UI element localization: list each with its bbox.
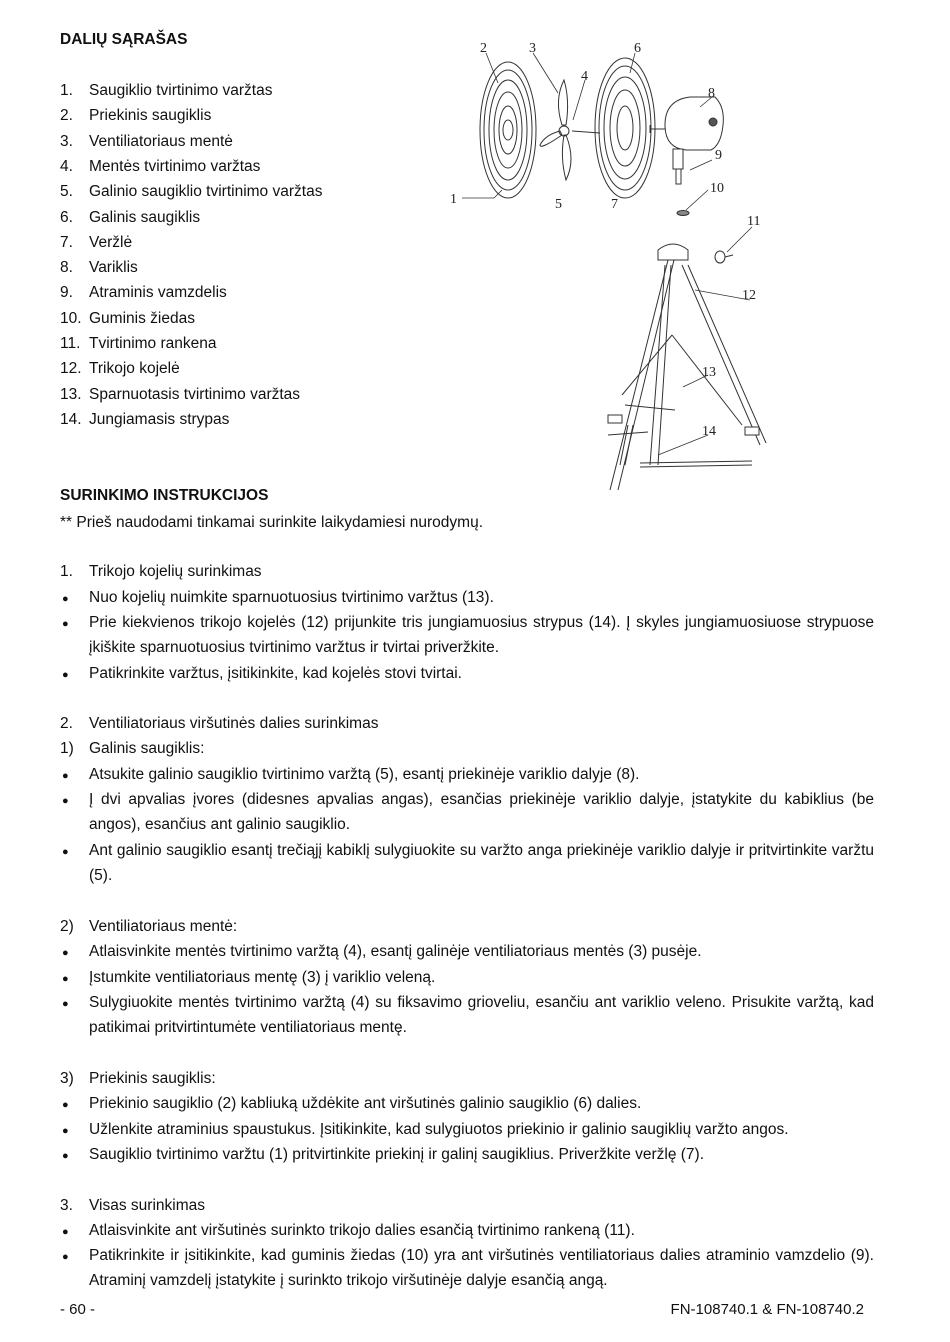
rear-guard-drawing [595, 58, 655, 198]
instruction-text: Atlaisvinkite mentės tvirtinimo varžtą (4), esantį galinėje ventiliatoriaus mentės (3) pusėje. [89, 943, 702, 960]
part-number: 14. [60, 410, 82, 428]
part-label: Galinio saugiklio tvirtinimo varžtas [89, 183, 323, 201]
fan-exploded-diagram [440, 35, 775, 505]
instruction-text: Atsukite galinio saugiklio tvirtinimo varžtą (5), esantį priekinėje variklio dalyje (8). [89, 766, 640, 783]
diagram-label-3: 3 [529, 41, 536, 56]
instruction-text: Užlenkite atraminius spaustukus. Įsitikinkite, kad sulygiuotos priekinio ir galinio saugiklių varžto angos. [89, 1121, 789, 1138]
motor-drawing [650, 97, 723, 184]
bullet: ● [62, 1125, 69, 1137]
step-title: Visas surinkimas [89, 1197, 206, 1214]
bullet: ● [62, 618, 69, 630]
substep-title: Ventiliatoriaus mentė: [89, 918, 238, 935]
diagram-label-1: 1 [450, 192, 457, 207]
substep-title: Priekinis saugiklis: [89, 1070, 216, 1087]
instruction-text: Patikrinkite varžtus, įsitikinkite, kad kojelės stovi tvirtai. [89, 665, 462, 682]
part-label: Jungiamasis strypas [89, 410, 230, 428]
diagram-label-4: 4 [581, 69, 588, 84]
diagram-label-2: 2 [480, 41, 487, 56]
instruction-text: Sulygiuokite mentės tvirtinimo varžtą (4) su fiksavimo grioveliu, esančiu ant variklio veleno. Prisukite varžtą, kad patikimai pritvirtintumėte ventiliatoriaus mentę. [89, 994, 874, 1037]
part-label: Variklis [89, 259, 138, 277]
part-number: 9. [60, 284, 73, 302]
instruction-text: Įstumkite ventiliatoriaus mentę (3) į variklio veleną. [89, 969, 436, 986]
part-label: Veržlė [89, 233, 133, 251]
part-number: 13. [60, 385, 82, 403]
bullet: ● [62, 770, 69, 782]
diagram-label-10: 10 [710, 181, 724, 196]
part-number: 10. [60, 309, 82, 327]
model-number: FN-108740.1 & FN-108740.2 [670, 1301, 864, 1318]
instruction-text: Saugiklio tvirtinimo varžtu (1) pritvirtinkite priekinį ir galinį saugiklius. Priveržkite veržlę (7). [89, 1146, 705, 1163]
parts-heading: DALIŲ SĄRAŠAS [60, 31, 188, 48]
step-title: Trikojo kojelių surinkimas [89, 563, 262, 580]
instruction-text: Prie kiekvienos trikojo kojelės (12) prijunkite tris jungiamuosius strypus (14). Į skyles jungiamuosiuose strypuose įkiškite sparnuotuosius tvirtinimo varžtus ir tvirtai priveržkite. [89, 614, 874, 657]
part-number: 11. [60, 335, 81, 352]
instruction-text: Į dvi apvalias įvores (didesnes apvalias angas), esančias priekinėje variklio dalyje, įstatykite du kabiklius (be angos), esančius ant galinio saugiklio. [89, 791, 874, 834]
bullet: ● [62, 846, 69, 858]
part-label: Ventiliatoriaus mentė [89, 132, 233, 150]
bullet: ● [62, 795, 69, 807]
part-number: 5. [60, 183, 73, 201]
part-label: Priekinis saugiklis [89, 107, 212, 125]
diagram-label-14: 14 [702, 424, 716, 439]
instruction-text: Ant galinio saugiklio esantį trečiąjį kabiklį sulygiuokite su varžto anga priekinėje variklio dalyje ir pritvirtinkite varžtu (5). [89, 842, 874, 885]
instruction-text: Nuo kojelių nuimkite sparnuotuosius tvirtinimo varžtus (13). [89, 589, 494, 606]
bullet: ● [62, 973, 69, 985]
bullet: ● [62, 1150, 69, 1162]
diagram-label-13: 13 [702, 365, 716, 380]
part-label: Trikojo kojelė [89, 360, 180, 378]
part-number: 8. [60, 259, 73, 277]
bullet: ● [62, 947, 69, 959]
substep-number: 2) [60, 918, 74, 935]
knob-drawing [715, 251, 733, 263]
instruction-text: Atlaisvinkite ant viršutinės surinkto trikojo dalies esančią tvirtinimo rankeną (11). [89, 1222, 635, 1239]
assembly-heading: SURINKIMO INSTRUKCIJOS [60, 487, 269, 504]
substep-number: 1) [60, 740, 74, 757]
part-number: 6. [60, 208, 73, 226]
diagram-label-12: 12 [742, 288, 756, 303]
assembly-intro: ** Prieš naudodami tinkamai surinkite laikydamiesi nurodymų. [60, 514, 483, 531]
rubber-ring-drawing [677, 211, 689, 216]
part-label: Tvirtinimo rankena [89, 335, 217, 352]
part-label: Atraminis vamzdelis [89, 284, 227, 302]
bullet: ● [62, 1251, 69, 1263]
substep-number: 3) [60, 1070, 74, 1087]
part-number: 7. [60, 233, 73, 251]
step-title: Ventiliatoriaus viršutinės dalies surinkimas [89, 715, 379, 732]
part-number: 3. [60, 132, 73, 150]
diagram-label-5: 5 [555, 197, 562, 212]
part-label: Sparnuotasis tvirtinimo varžtas [89, 385, 301, 403]
part-number: 1. [60, 82, 73, 99]
part-label: Galinis saugiklis [89, 208, 201, 226]
step-number: 3. [60, 1197, 73, 1214]
part-number: 2. [60, 107, 73, 125]
part-label: Guminis žiedas [89, 309, 195, 327]
diagram-label-7: 7 [611, 197, 618, 212]
tripod-drawing [608, 244, 766, 490]
bullet: ● [62, 1099, 69, 1111]
step-number: 2. [60, 715, 73, 732]
diagram-label-11: 11 [747, 214, 761, 229]
front-guard-drawing [480, 62, 536, 198]
diagram-label-6: 6 [634, 41, 641, 56]
fan-blade-drawing [540, 80, 600, 180]
instruction-text: Priekinio saugiklio (2) kabliuką uždėkite ant viršutinės galinio saugiklio (6) dalies. [89, 1095, 642, 1112]
part-label: Mentės tvirtinimo varžtas [89, 157, 261, 175]
bullet: ● [62, 669, 69, 681]
bullet: ● [62, 593, 69, 605]
bullet: ● [62, 998, 69, 1010]
substep-title: Galinis saugiklis: [89, 740, 205, 757]
part-label: Saugiklio tvirtinimo varžtas [89, 82, 273, 99]
part-number: 12. [60, 360, 82, 378]
diagram-label-9: 9 [715, 148, 722, 163]
diagram-label-8: 8 [708, 86, 715, 101]
page-number: - 60 - [60, 1301, 96, 1318]
instruction-text: Patikrinkite ir įsitikinkite, kad guminis žiedas (10) yra ant viršutinės ventiliatoriaus dalies atraminio vamzdelio (9). Atraminį vamzdelį įstatykite į surinkto trikojo viršutinėje dalyje esančią angą. [89, 1247, 874, 1290]
bullet: ● [62, 1226, 69, 1238]
part-number: 4. [60, 157, 73, 175]
step-number: 1. [60, 563, 73, 580]
